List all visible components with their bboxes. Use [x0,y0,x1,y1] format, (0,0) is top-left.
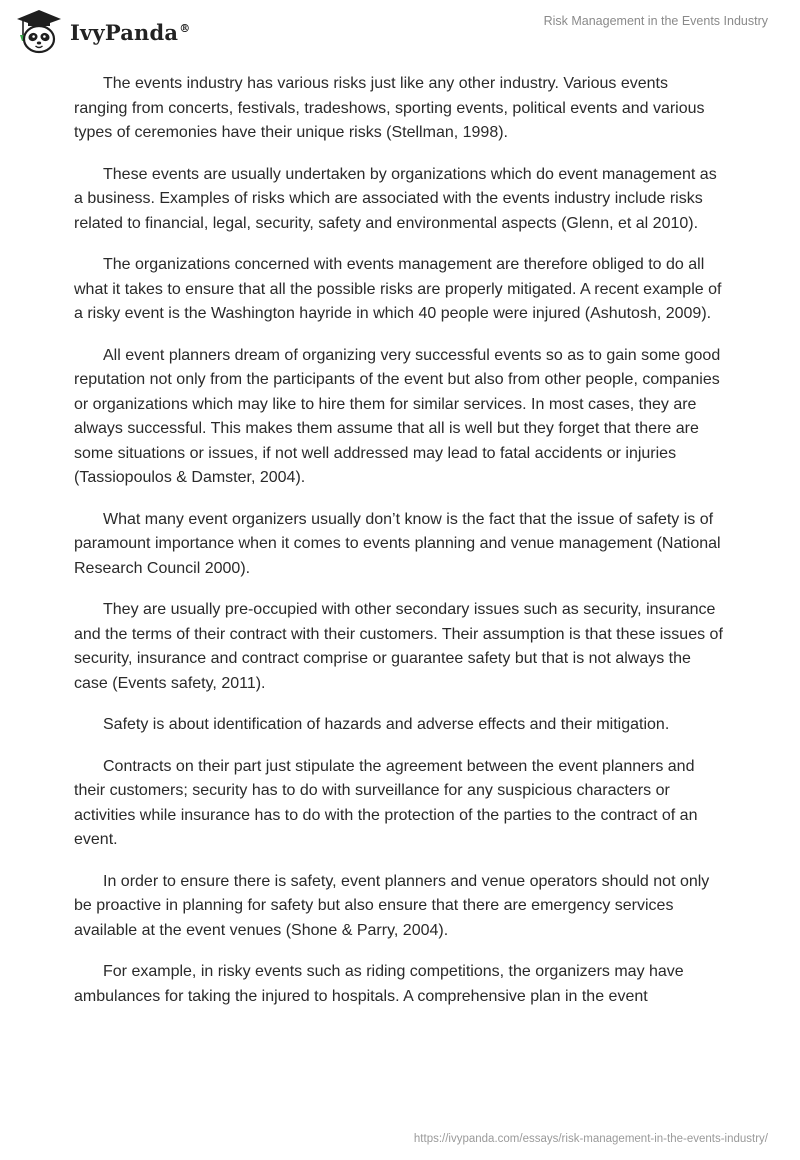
document-title: Risk Management in the Events Industry [543,14,768,28]
paragraph: They are usually pre-occupied with other secondary issues such as security, insurance and the terms of their contract with their customers. Their assumption is that these issues of security, insurance and contract comprise or guarantee safety but that is not always the case (Events safety, 2011). [74,601,723,692]
source-url-link[interactable]: https://ivypanda.com/essays/risk-management-in-the-events-industry/ [413,1133,768,1145]
paragraph: What many event organizers usually don’t know is the fact that the issue of safety is of paramount importance when it comes to events planning and venue management (National Research Council 2000). [74,510,721,577]
paragraph: All event planners dream of organizing very successful events so as to gain some good reputation not only from the participants of the event but also from other people, companies or organizations which may like to hire them for similar services. In most cases, they are always successful. This makes them assume that all is well but they forget that there are some situations or issues, if not well addressed may lead to fatal accidents or injuries (Tassiopoulos & Damster, 2004). [74,346,721,486]
paragraph: The events industry has various risks just like any other industry. Various events ranging from concerts, festivals, tradeshows, sporting events, political events and various types of ceremonies have their unique risks (Stellman, 1998). [74,75,705,141]
logo[interactable] [14,8,190,54]
paragraph: Contracts on their part just stipulate the agreement between the event planners and their customers; security has to do with surveillance for any suspicious characters or activities while insurance has to do with the protection of the parties to the contract of an event. [74,757,698,848]
paragraph: Safety is about identification of hazards and adverse effects and their mitigation. [103,716,670,733]
brand-name: IvyPanda® [70,19,191,45]
panda-logo-icon [14,8,64,54]
paragraph: In order to ensure there is safety, event planners and venue operators should not only be proactive in planning for safety but also ensure that there are emergency services available at the event venues (Shone & Parry, 2004). [74,872,710,939]
paragraph: The organizations concerned with events management are therefore obliged to do all what it takes to ensure that all the possible risks are properly mitigated. A recent example of a risky event is the Washington hayride in which 40 people were injured (Ashutosh, 2009). [74,256,722,322]
paragraph: These events are usually undertaken by organizations which do event management as a business. Examples of risks which are associated with the events industry include risks related to financial, legal, security, safety and environmental aspects (Glenn, et al 2010). [74,165,717,232]
page-header [0,0,800,60]
essay-body [74,72,724,1026]
paragraph: For example, in risky events such as riding competitions, the organizers may have ambulances for taking the injured to hospitals. A comprehensive plan in the event [74,963,684,1005]
